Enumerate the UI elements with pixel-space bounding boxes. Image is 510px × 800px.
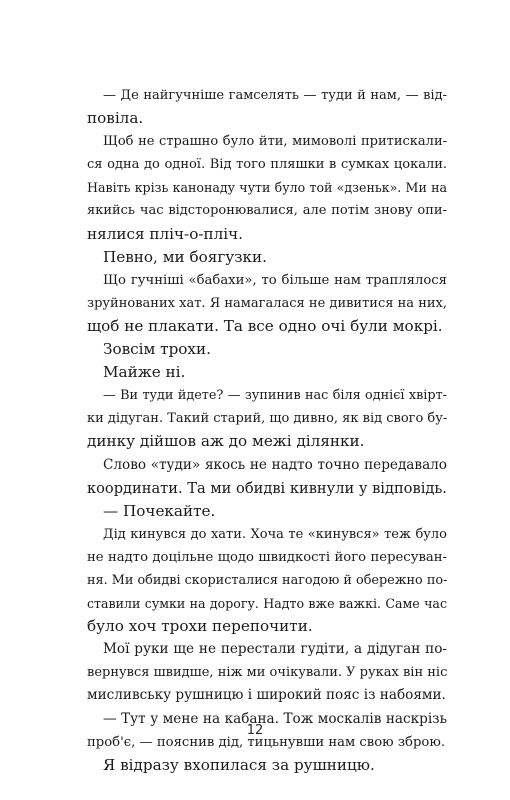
- text-line: якийсь час відсторонювалися, але потім знову опи-: [87, 203, 447, 219]
- text-line: проб'є, — пояснив дід, тицьнувши нам свою зброю.: [87, 734, 446, 750]
- text-line: ставили сумки на дорогу. Надто вже важкі. Саме час: [87, 596, 447, 612]
- text-line: нялися пліч-о-пліч.: [87, 224, 243, 243]
- text-line: ки дідуган. Такий старий, що дивно, як від свого бу-: [87, 411, 448, 427]
- text-line: повіла.: [87, 109, 144, 128]
- text-line: Майже ні.: [103, 363, 186, 382]
- text-line: ня. Ми обидві скористалися нагодою й обережно по-: [87, 572, 448, 588]
- text-line: — Почекайте.: [103, 501, 216, 520]
- text-line: було хоч трохи перепочити.: [87, 617, 313, 636]
- text-line: щоб не плакати. Та все одно очі були мокрі.: [87, 316, 443, 335]
- book-page-text: [87, 84, 447, 777]
- text-line: Що гучніші «бабахи», то більше нам траплялося: [103, 272, 447, 288]
- text-line: Зовсім трохи.: [103, 340, 211, 359]
- text-line: Дід кинувся до хати. Хоча те «кинувся» теж було: [103, 526, 447, 542]
- text-line: мисливську рушницю і широкий пояс із набоями.: [87, 687, 446, 704]
- text-line: динку дійшов аж до межі ділянки.: [87, 432, 365, 451]
- text-line: Мої руки ще не перестали гудіти, а дідуган по-: [103, 641, 447, 658]
- text-line: Я відразу вхопилася за рушницю.: [103, 755, 375, 774]
- page-number: 12: [246, 723, 264, 738]
- text-line: Щоб не страшно було йти, мимоволі притискали-: [103, 134, 447, 150]
- text-line: ся одна до одної. Від того пляшки в сумках цокали.: [87, 157, 447, 173]
- text-line: — Де найгучніше гамселять — туди й нам, — від-: [103, 88, 447, 103]
- text-line: Навіть крізь канонаду чути було той «дзеньк». Ми на: [87, 180, 447, 196]
- text-line: не надто доцільне щодо швидкості його пересуван-: [87, 549, 447, 565]
- text-line: координати. Та ми обидві кивнули у відповідь.: [87, 479, 447, 497]
- text-line: Слово «туди» якось не надто точно передавало: [103, 456, 447, 473]
- text-line: Певно, ми боягузки.: [103, 247, 267, 266]
- text-line: зруйнованих хат. Я намагалася не дивитися на них,: [87, 295, 447, 311]
- text-line: вернувся швидше, ніж ми очікували. У руках він ніс: [87, 665, 448, 681]
- text-line: — Тут у мене на кабана. Тож москалів наскрізь: [103, 710, 447, 727]
- text-line: — Ви туди йдете? — зупинив нас біля однієї хвірт-: [103, 388, 447, 404]
